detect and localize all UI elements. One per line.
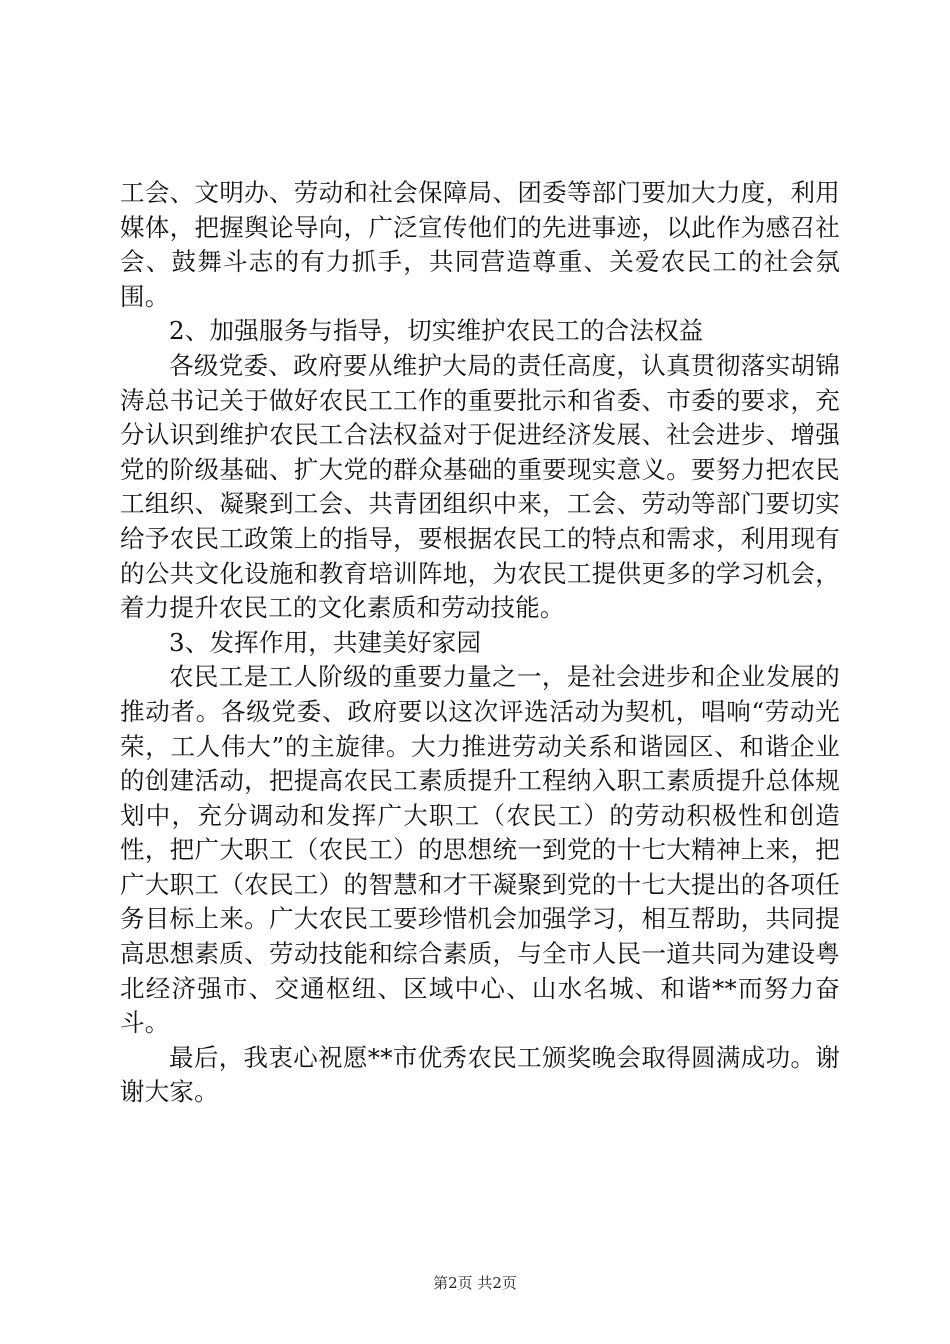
- paragraph-5: 农民工是工人阶级的重要力量之一，是社会进步和企业发展的推动者。各级党委、政府要以这次评选活动为契机，唱响“劳动光荣，工人伟大”的主旋律。大力推进劳动关系和谐园区、和谐企业的创建活动，把提高农民工素质提升工程纳入职工素质提升总体规划中，充分调动和发挥广大职工（农民工）的劳动积极性和创造性，把广大职工（农民工）的思想统一到党的十七大精神上来，把广大职工（农民工）的智慧和才干凝聚到党的十七大提出的各项任务目标上来。广大农民工要珍惜机会加强学习，相互帮助，共同提高思想素质、劳动技能和综合素质，与全市人民一道共同为建设粤北经济强市、交通枢纽、区域中心、山水名城、和谐**而努力奋斗。: [120, 662, 840, 1038]
- page-number-footer: 第2页 共2页: [433, 1274, 517, 1292]
- section-heading-2: 2、加强服务与指导，切实维护农民工的合法权益: [169, 316, 704, 346]
- paragraph-3: 各级党委、政府要从维护大局的责任高度，认真贯彻落实胡锦涛总书记关于做好农民工工作的重要批示和省委、市委的要求，充分认识到维护农民工合法权益对于促进经济发展、社会进步、增强党的阶级基础、扩大党的群众基础的重要现实意义。要努力把农民工组织、凝聚到工会、共青团组织中来，工会、劳动等部门要切实给予农民工政策上的指导，要根据农民工的特点和需求，利用现有的公共文化设施和教育培训阵地，为农民工提供更多的学习机会，着力提升农民工的文化素质和劳动技能。: [120, 350, 840, 623]
- paragraph-1: 工会、文明办、劳动和社会保障局、团委等部门要加大力度，利用媒体，把握舆论导向，广泛宣传他们的先进事迹，以此作为感召社会、鼓舞斗志的有力抓手，共同营造尊重、关爱农民工的社会氛围。: [120, 178, 840, 311]
- section-heading-3: 3、发挥作用，共建美好家园: [169, 627, 482, 657]
- document-body: [120, 176, 840, 1110]
- closing-paragraph: 最后，我衷心祝愿**市优秀农民工颁奖晚会取得圆满成功。谢谢大家。: [120, 1042, 840, 1107]
